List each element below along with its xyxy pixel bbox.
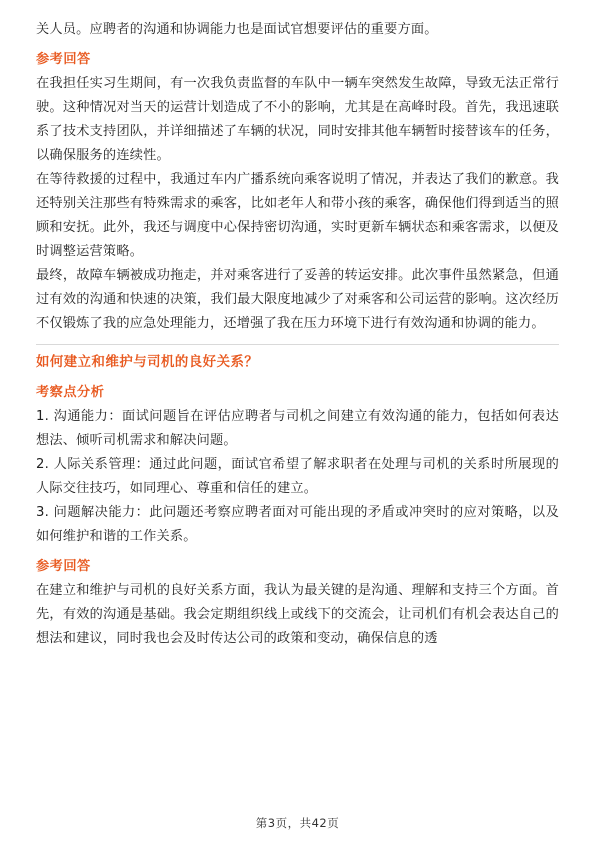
reference-answer-label: 参考回答 [36, 559, 91, 574]
document-page [36, 18, 559, 651]
answer-paragraph: 在我担任实习生期间，有一次我负责监督的车队中一辆车突然发生故障，导致无法正常行驶。这种情况对当天的运营计划造成了不小的影响，尤其是在高峰时段。首先，我迅速联系了技术支持团队，并详细描述了车辆的状况，同时安排其他车辆暂时接替该车的任务，以确保服务的连续性。 [36, 76, 559, 163]
reference-answer-label: 参考回答 [36, 52, 91, 67]
section-divider [36, 344, 559, 345]
analysis-point: 1. 沟通能力：面试问题旨在评估应聘者与司机之间建立有效沟通的能力，包括如何表达想法、倾听司机需求和解决问题。 [36, 409, 559, 448]
continued-paragraph: 关人员。应聘者的沟通和协调能力也是面试官想要评估的重要方面。 [36, 22, 438, 37]
question-title: 如何建立和维护与司机的良好关系？ [36, 355, 259, 370]
answer-paragraph: 最终，故障车辆被成功拖走，并对乘客进行了妥善的转运安排。此次事件虽然紧急，但通过有效的沟通和快速的决策，我们最大限度地减少了对乘客和公司运营的影响。这次经历不仅锻炼了我的应急处理能力，还增强了我在压力环境下进行有效沟通和协调的能力。 [36, 268, 559, 331]
analysis-label: 考察点分析 [36, 385, 105, 400]
analysis-point: 3. 问题解决能力：此问题还考察应聘者面对可能出现的矛盾或冲突时的应对策略，以及如何维护和谐的工作关系。 [36, 505, 559, 544]
page-number: 第3页，共42页 [255, 816, 340, 830]
answer-paragraph: 在等待救援的过程中，我通过车内广播系统向乘客说明了情况，并表达了我们的歉意。我还特别关注那些有特殊需求的乘客，比如老年人和带小孩的乘客，确保他们得到适当的照顾和安抚。此外，我还与调度中心保持密切沟通，实时更新车辆状态和乘客需求，以便及时调整运营策略。 [36, 172, 559, 259]
analysis-point: 2. 人际关系管理：通过此问题，面试官希望了解求职者在处理与司机的关系时所展现的人际交往技巧，如同理心、尊重和信任的建立。 [36, 457, 559, 496]
answer-paragraph: 在建立和维护与司机的良好关系方面，我认为最关键的是沟通、理解和支持三个方面。首先，有效的沟通是基础。我会定期组织线上或线下的交流会，让司机们有机会表达自己的想法和建议，同时我也会及时传达公司的政策和变动，确保信息的透 [36, 583, 559, 646]
